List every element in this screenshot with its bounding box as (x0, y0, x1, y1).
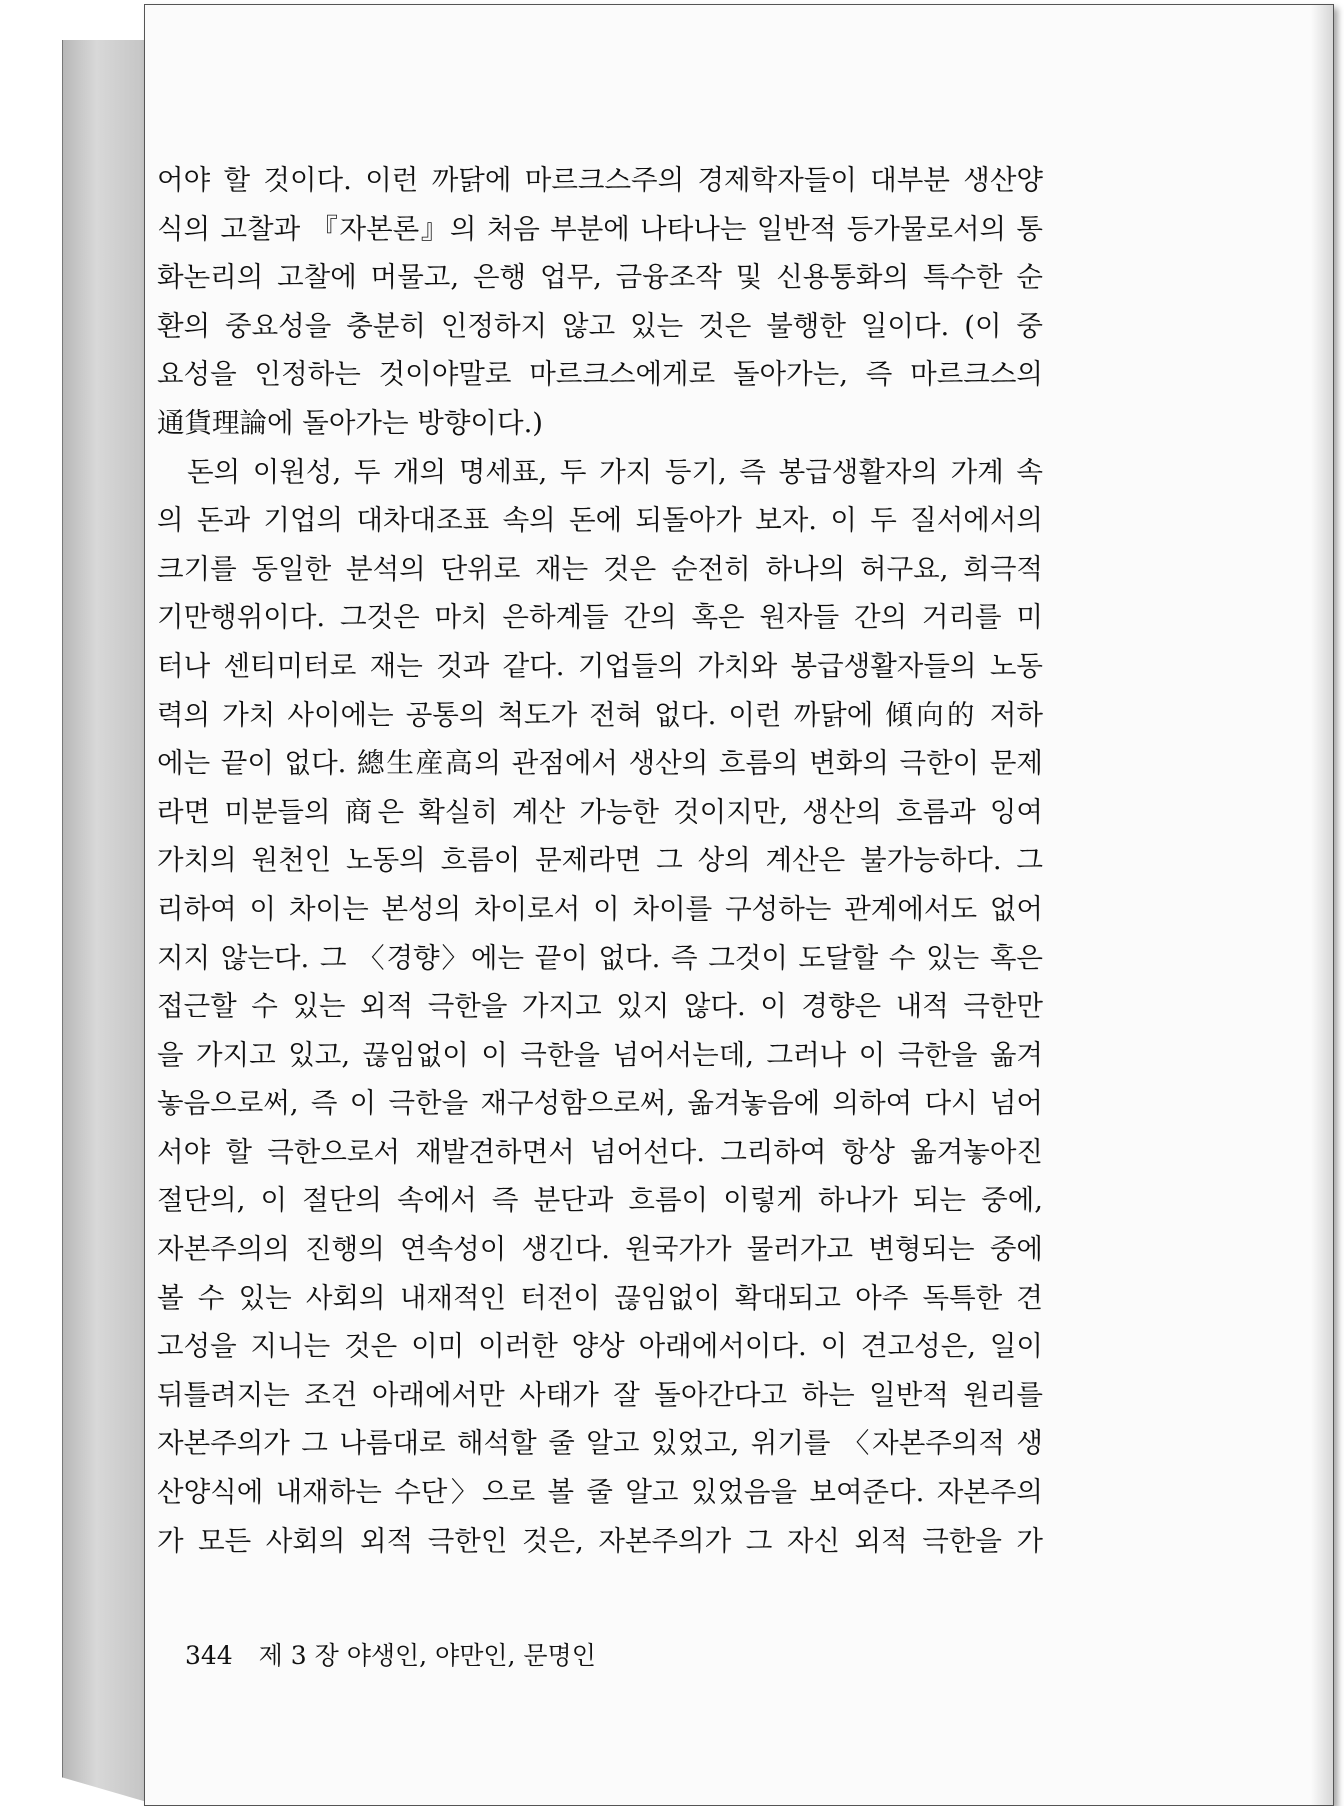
text-line: 놓음으로써, 즉 이 극한을 재구성함으로써, 옮겨놓음에 의하여 다시 넘어 (157, 1087, 1043, 1120)
page-footer (185, 1636, 596, 1672)
text-line: 의 돈과 기업의 대차대조표 속의 돈에 되돌아가 보자. 이 두 질서에서의 (157, 504, 1043, 537)
text-line: 을 가지고 있고, 끊임없이 이 극한을 넘어서는데, 그러나 이 극한을 옮겨 (157, 1038, 1043, 1071)
text-line: 자본주의가 그 나름대로 해석할 줄 알고 있었고, 위기를 〈자본주의적 생 (157, 1427, 1043, 1460)
text-line: 터나 센티미터로 재는 것과 같다. 기업들의 가치와 봉급생활자들의 노동 (157, 649, 1043, 682)
text-line: 자본주의의 진행의 연속성이 생긴다. 원국가가 물러가고 변형되는 중에 (157, 1233, 1043, 1266)
text-line: 산양식에 내재하는 수단〉으로 볼 줄 알고 있었음을 보여준다. 자본주의 (157, 1476, 1043, 1509)
page-number: 344 (185, 1641, 233, 1670)
text-line: 뒤틀려지는 조건 아래에서만 사태가 잘 돌아간다고 하는 일반적 원리를 (157, 1378, 1043, 1411)
text-line: 通貨理論에 돌아가는 방향이다.) (157, 406, 544, 439)
text-line: 접근할 수 있는 외적 극한을 가지고 있지 않다. 이 경향은 내적 극한만 (157, 990, 1043, 1023)
page-edge-shading (1311, 5, 1333, 1805)
text-line: 가치의 원천인 노동의 흐름이 문제라면 그 상의 계산은 불가능하다. 그 (157, 844, 1043, 877)
book-spine (62, 40, 147, 1802)
text-line: 라면 미분들의 商은 확실히 계산 가능한 것이지만, 생산의 흐름과 잉여 (157, 795, 1043, 828)
text-line: 절단의, 이 절단의 속에서 즉 분단과 흐름이 이렇게 하나가 되는 중에, (157, 1184, 1043, 1217)
text-line: 서야 할 극한으로서 재발견하면서 넘어선다. 그리하여 항상 옮겨놓아진 (157, 1135, 1043, 1168)
chapter-title: 제 3 장 야생인, 야만인, 문명인 (258, 1641, 596, 1670)
text-line: 환의 중요성을 충분히 인정하지 않고 있는 것은 불행한 일이다. (이 중 (157, 309, 1043, 342)
body-text (157, 156, 1043, 1565)
text-line: 력의 가치 사이에는 공통의 척도가 전혀 없다. 이런 까닭에 傾向的 저하 (157, 698, 1043, 731)
text-line: 리하여 이 차이는 본성의 차이로서 이 차이를 구성하는 관계에서도 없어 (157, 892, 1043, 925)
text-line: 가 모든 사회의 외적 극한인 것은, 자본주의가 그 자신 외적 극한을 가 (157, 1524, 1043, 1557)
text-line: 어야 할 것이다. 이런 까닭에 마르크스주의 경제학자들이 대부분 생산양 (157, 164, 1043, 196)
text-line: 기만행위이다. 그것은 마치 은하계들 간의 혹은 원자들 간의 거리를 미 (157, 601, 1043, 634)
text-line: 돈의 이원성, 두 개의 명세표, 두 가지 등기, 즉 봉급생활자의 가계 속 (187, 455, 1043, 488)
text-line: 화논리의 고찰에 머물고, 은행 업무, 금융조작 및 신용통화의 특수한 순 (157, 261, 1043, 294)
text-line: 요성을 인정하는 것이야말로 마르크스에게로 돌아가는, 즉 마르크스의 (157, 358, 1043, 391)
text-line: 고성을 지니는 것은 이미 이러한 양상 아래에서이다. 이 견고성은, 일이 (157, 1330, 1043, 1363)
text-line: 볼 수 있는 사회의 내재적인 터전이 끊임없이 확대되고 아주 독특한 견 (157, 1281, 1043, 1314)
text-line: 크기를 동일한 분석의 단위로 재는 것은 순전히 하나의 허구요, 희극적 (157, 552, 1043, 585)
text-line: 지지 않는다. 그 〈경향〉에는 끝이 없다. 즉 그것이 도달할 수 있는 혹은 (157, 941, 1043, 974)
text-line: 에는 끝이 없다. 總生産高의 관점에서 생산의 흐름의 변화의 극한이 문제 (157, 747, 1043, 780)
text-line: 식의 고찰과 『자본론』의 처음 부분에 나타나는 일반적 등가물로서의 통 (157, 212, 1043, 245)
